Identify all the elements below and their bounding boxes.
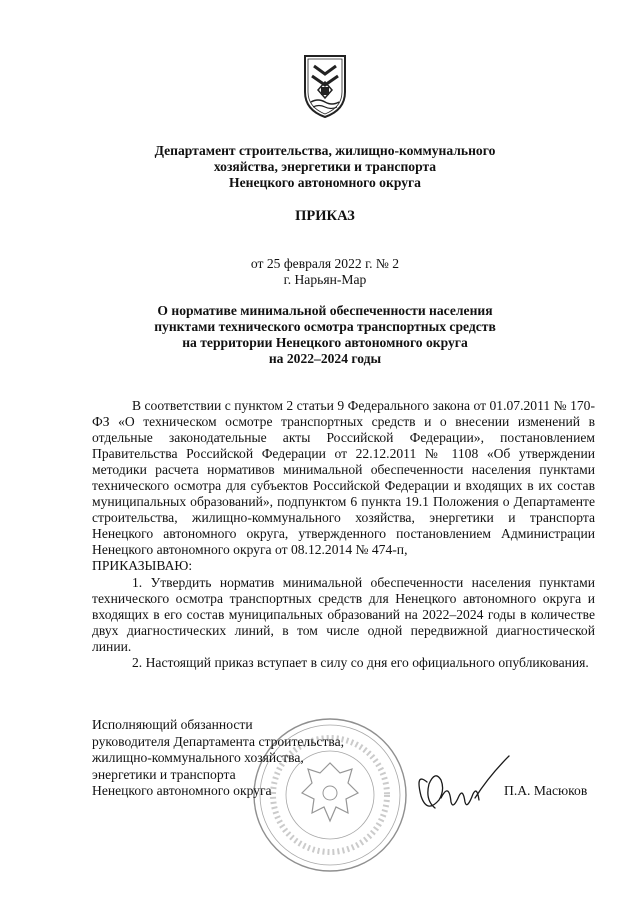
city: г. Нарьян-Мар <box>283 272 367 287</box>
department-name <box>90 143 560 191</box>
preamble-paragraph <box>92 398 595 574</box>
handwritten-signature-icon <box>405 752 515 822</box>
document-subject <box>90 303 560 367</box>
signature-block <box>92 717 344 800</box>
signer-position-line: Исполняющий обязанности <box>92 717 253 732</box>
order-item-2 <box>92 655 595 671</box>
signer-position-line: энергетики и транспорта <box>92 766 236 782</box>
coat-of-arms-icon <box>302 52 348 120</box>
order-item-1 <box>92 575 595 655</box>
department-line: Ненецкого автономного округа <box>229 175 421 190</box>
order-item-1-text: 1. Утвердить норматив минимальной обеспеченности населения пунктами технического осмотра транспортных средств для Ненецкого автономного округа и входящих в его состав муниципальных образований на 2022–2024 годы в количестве двух диагностических линий, в том числе одной передвижной диагностической линии. <box>92 575 595 654</box>
document-type: ПРИКАЗ <box>295 208 355 224</box>
department-line: Департамент строительства, жилищно-коммунального <box>154 143 496 158</box>
signer-position-line: Ненецкого автономного округа <box>92 783 272 798</box>
order-command: ПРИКАЗЫВАЮ: <box>92 558 193 573</box>
subject-line: пунктами технического осмотра транспортных средств <box>154 319 496 334</box>
signer-position-line: жилищно-коммунального хозяйства, <box>92 750 304 765</box>
subject-line: О нормативе минимальной обеспеченности населения <box>157 303 493 318</box>
signer-name: П.А. Масюков <box>504 783 588 798</box>
preamble-text: В соответствии с пунктом 2 статьи 9 Федерального закона от 01.07.2011 № 170-ФЗ «О техническом осмотре транспортных средств и о внесении изменений в отдельные законодательные акты Российской Федерации», постановлением Правительства Российской Федерации от 22.12.2011 № 1108 «Об утверждении методики расчета нормативов минимальной обеспеченности населения пунктами технического осмотра для субъектов Российской Федерации и входящих в их состав муниципальных образований», подпунктом 6 пункта 19.1 Положения о Департаменте строительства, жилищно-коммунального хозяйства, энергетики и транспорта Ненецкого автономного округа, утвержденного постановлением Администрации Ненецкого автономного округа от 08.12.2014 № 474-п, <box>92 398 595 557</box>
signer-position-line: руководителя Департамента строительства, <box>92 733 345 749</box>
subject-line: на территории Ненецкого автономного округа <box>182 335 468 350</box>
subject-line: на 2022–2024 годы <box>268 351 382 366</box>
order-item-2-text: 2. Настоящий приказ вступает в силу со дня его официального опубликования. <box>132 655 589 670</box>
date-number: от 25 февраля 2022 г. № 2 <box>250 256 400 271</box>
department-line: хозяйства, энергетики и транспорта <box>213 159 437 174</box>
